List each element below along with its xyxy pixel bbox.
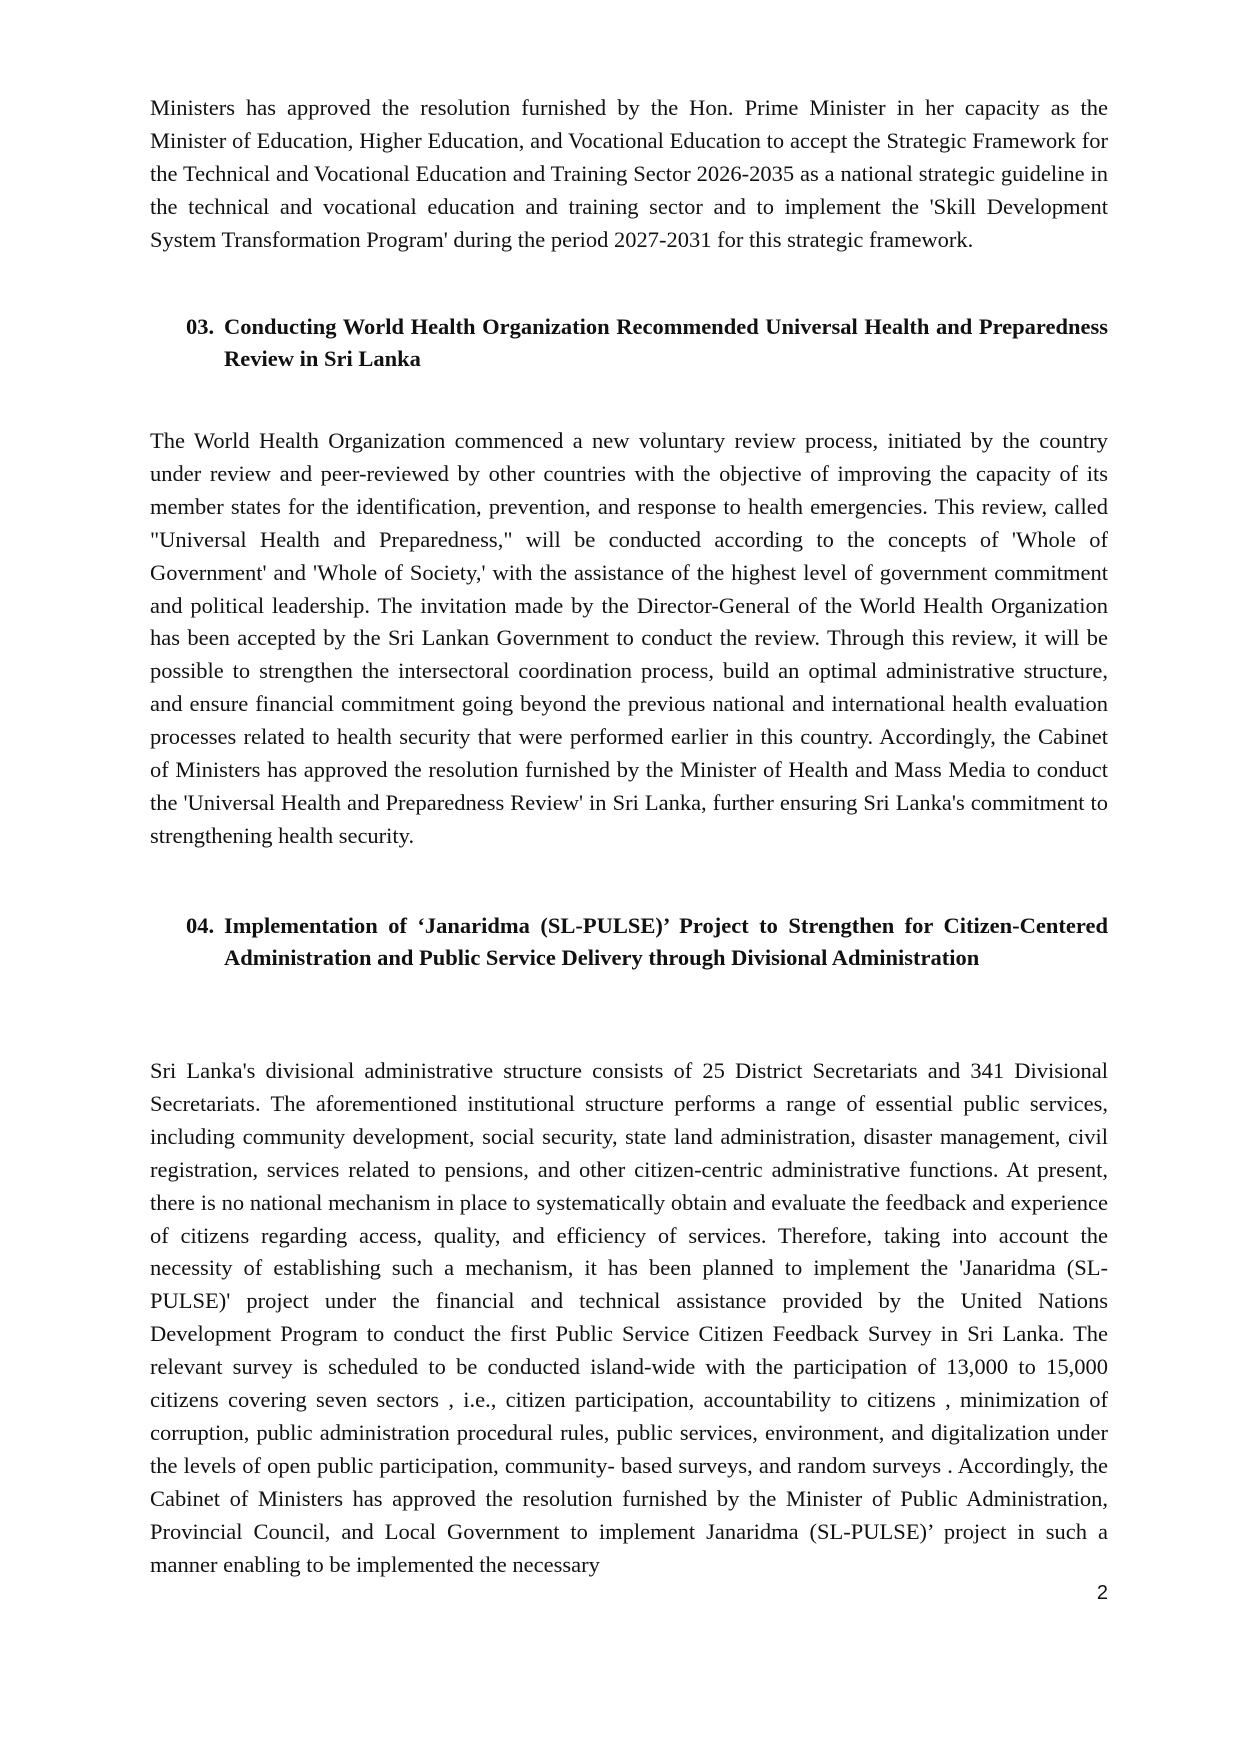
section-heading-04	[186, 910, 1108, 973]
paragraph-continuation: Ministers has approved the resolution furnished by the Hon. Prime Minister in her capacity as the Minister of Education, Higher Education, and Vocational Education to accept the Strategic Framework for the Technical and Vocational Education and Training Sector 2026-2035 as a national strategic guideline in the technical and vocational education and training sector and to implement the 'Skill Development System Transformation Program' during the period 2027-2031 for this strategic framework.	[150, 95, 1108, 252]
section-heading-03	[186, 311, 1108, 374]
section-title-04: Implementation of ‘Janaridma (SL-PULSE)’ Project to Strengthen for Citizen-Centered Administration and Public Service Delivery through Divisional Administration	[224, 913, 1108, 970]
section-body-03: The World Health Organization commenced a new voluntary review process, initiated by the country under review and peer-reviewed by other countries with the objective of improving the capacity of its member states for the identification, prevention, and response to health emergencies. This review, called "Universal Health and Preparedness," will be conducted according to the concepts of 'Whole of Government' and 'Whole of Society,' with the assistance of the highest level of government commitment and political leadership. The invitation made by the Director-General of the World Health Organization has been accepted by the Sri Lankan Government to conduct the review. Through this review, it will be possible to strengthen the intersectoral coordination process, build an optimal administrative structure, and ensure financial commitment going beyond the previous national and international health evaluation processes related to health security that were performed earlier in this country. Accordingly, the Cabinet of Ministers has approved the resolution furnished by the Minister of Health and Mass Media to conduct the 'Universal Health and Preparedness Review' in Sri Lanka, further ensuring Sri Lanka's commitment to strengthening health security.	[150, 428, 1108, 848]
section-title-03: Conducting World Health Organization Recommended Universal Health and Preparedness Review in Sri Lanka	[224, 314, 1108, 371]
section-number-04: 04.	[186, 913, 215, 938]
page-number: 2	[1096, 1582, 1108, 1604]
section-body-04: Sri Lanka's divisional administrative structure consists of 25 District Secretariats and 341 Divisional Secretariats. The aforementioned institutional structure performs a range of essential public services, including community development, social security, state land administration, disaster management, civil registration, services related to pensions, and other citizen-centric administrative functions. At present, there is no national mechanism in place to systematically obtain and evaluate the feedback and experience of citizens regarding access, quality, and efficiency of services. Therefore, taking into account the necessity of establishing such a mechanism, it has been planned to implement the 'Janaridma (SL-PULSE)' project under the financial and technical assistance provided by the United Nations Development Program to conduct the first Public Service Citizen Feedback Survey in Sri Lanka. The relevant survey is scheduled to be conducted island-wide with the participation of 13,000 to 15,000 citizens covering seven sectors , i.e., citizen participation, accountability to citizens , minimization of corruption, public administration procedural rules, public services, environment, and digitalization under the levels of open public participation, community- based surveys, and random surveys . Accordingly, the Cabinet of Ministers has approved the resolution furnished by the Minister of Public Administration, Provincial Council, and Local Government to implement Janaridma (SL-PULSE)’ project in such a manner enabling to be implemented the necessary	[150, 1058, 1108, 1577]
section-number-03: 03.	[186, 314, 215, 339]
